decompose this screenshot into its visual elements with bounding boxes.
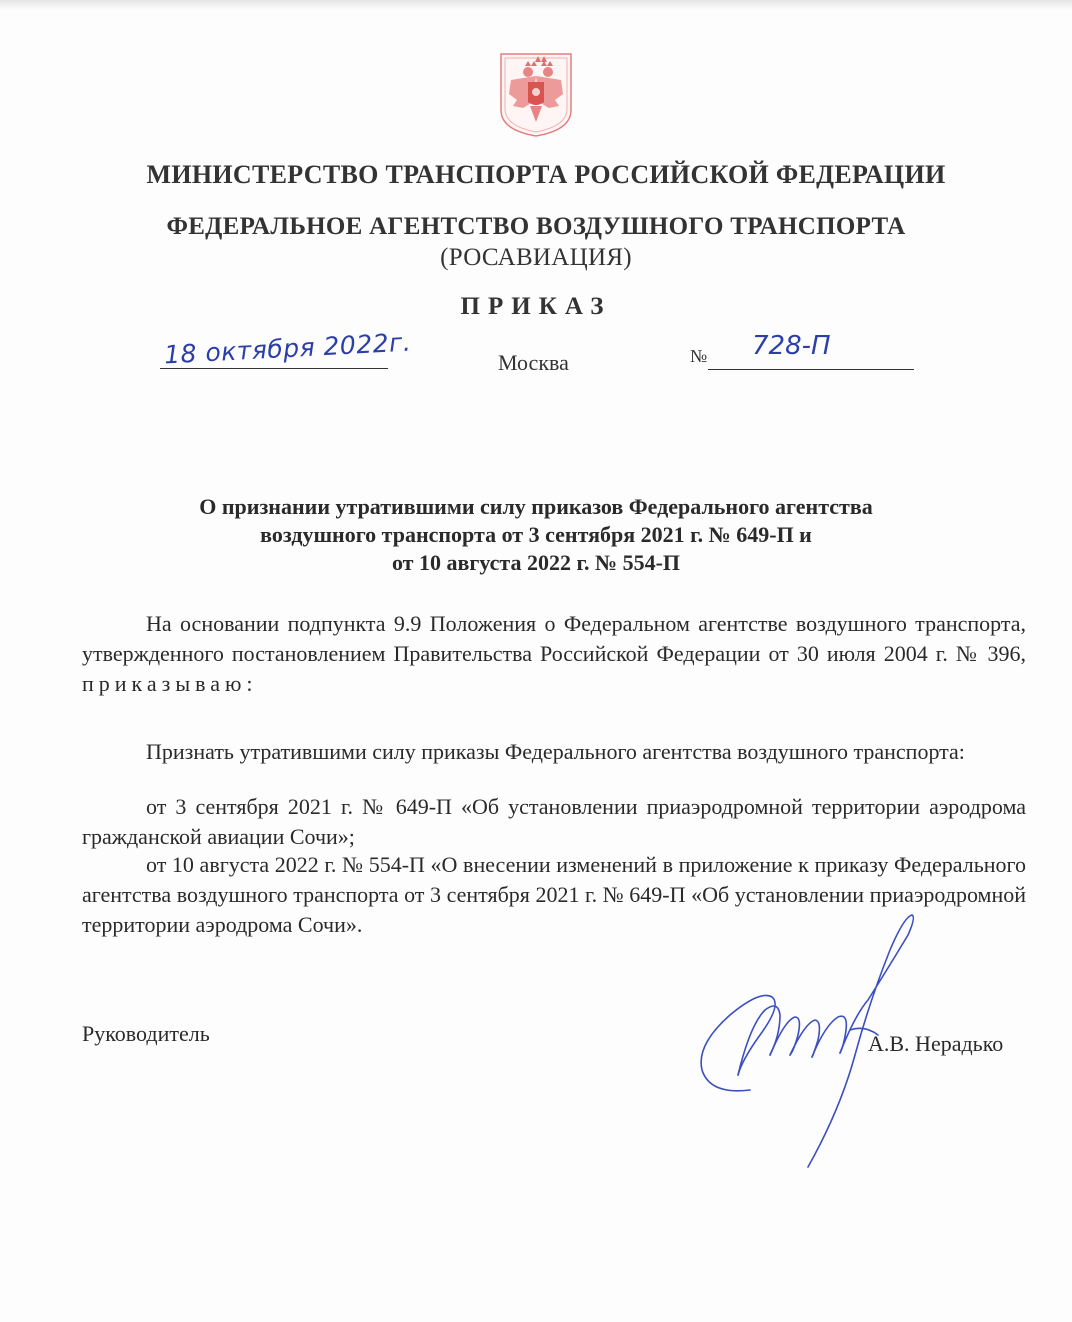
signer-name: А.В. Нерадько (868, 1031, 1004, 1056)
city-label: Москва (498, 350, 569, 375)
subject-line: воздушного транспорта от 3 сентября 2021 г. № 649-П и (260, 522, 812, 547)
number-underline (708, 369, 914, 370)
preamble-paragraph (82, 609, 1026, 699)
order-action-word: приказываю: (82, 671, 258, 696)
preamble-text: На основании подпункта 9.9 Положения о Федеральном агентстве воздушного транспорта, утвержденного постановлением Правительства Российской Федерации от 30 июля 2004 г. № 396, (82, 611, 1026, 666)
subject-line: О признании утратившими силу приказов Федерального агентства (199, 494, 873, 519)
subject-line: от 10 августа 2022 г. № 554-П (391, 550, 681, 575)
agency-title: ФЕДЕРАЛЬНОЕ АГЕНТСТВО ВОЗДУШНОГО ТРАНСПОРТА (166, 213, 906, 240)
revoked-order-item: от 10 августа 2022 г. № 554-П «О внесении изменений в приложение к приказу Федерального агентства воздушного транспорта от 3 сентября 2021 г. № 649-П «Об установлении приаэродромной территории аэродрома Сочи». (82, 852, 1026, 937)
document-type-title: ПРИКАЗ (460, 293, 612, 320)
order-paragraph: Признать утратившими силу приказы Федерального агентства воздушного транспорта: (146, 739, 965, 764)
ministry-title: МИНИСТЕРСТВО ТРАНСПОРТА РОССИЙСКОЙ ФЕДЕРАЦИИ (146, 160, 946, 189)
coat-of-arms-icon (497, 50, 575, 138)
date-underline (160, 368, 388, 369)
signer-role: Руководитель (82, 1021, 210, 1046)
revoked-order-item: от 3 сентября 2021 г. № 649-П «Об установлении приаэродромной территории аэродрома гражданской авиации Сочи»; (82, 794, 1026, 849)
agency-abbreviation: (РОСАВИАЦИЯ) (440, 244, 632, 271)
handwritten-date: 18 октября 2022г. (163, 327, 412, 370)
number-sign: № (690, 346, 708, 366)
handwritten-order-number: 728-П (752, 331, 831, 361)
page-edge-shadow (0, 0, 1072, 10)
order-subject (130, 493, 942, 577)
